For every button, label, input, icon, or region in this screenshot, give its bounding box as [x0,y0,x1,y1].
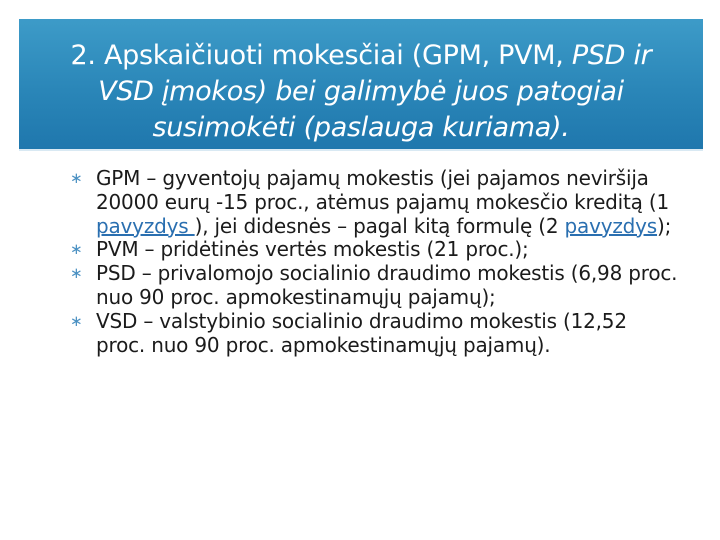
slide-title [39,38,683,146]
slide-title-plain: 2. Apskaičiuoti mokesčiai (GPM, PVM, [70,40,572,71]
slide-title-italic: PSD ir VSD įmokos) bei galimybė juos patogiai susimokėti (paslauga kuriama). [98,40,652,143]
bullet-item-pvm [70,238,680,262]
title-band [19,19,703,149]
bullet-text: VSD – valstybinio socialinio draudimo mokestis (12,52 proc. nuo 90 proc. apmokestinamųjų pajamų). [96,308,627,357]
bullet-text: ), jei didesnės – pagal kitą formulę (2 [194,213,565,238]
example-1-link[interactable]: pavyzdys [96,213,195,238]
bullet-text: ); [657,213,672,238]
bullet-item-psd [70,262,680,310]
bullet-asterisk-icon: ∗ [70,311,83,330]
bullet-asterisk-icon: ∗ [70,240,83,259]
bullet-list [70,167,680,357]
bullet-asterisk-icon: ∗ [70,264,83,283]
bullet-text: PVM – pridėtinės vertės mokestis (21 proc.); [96,237,529,262]
bullet-text: GPM – gyventojų pajamų mokestis (jei pajamos neviršija 20000 eurų -15 proc., atėmus pajamų mokesčio kreditą (1 [96,166,670,214]
bullet-asterisk-icon: ∗ [70,169,83,187]
title-divider [19,149,703,151]
bullet-item-gpm [70,167,680,238]
bullet-item-vsd [70,310,680,358]
example-2-link[interactable]: pavyzdys [564,213,658,238]
bullet-text: PSD – privalomojo socialinio draudimo mokestis (6,98 proc. nuo 90 proc. apmokestinamųjų pajamų); [96,261,678,309]
